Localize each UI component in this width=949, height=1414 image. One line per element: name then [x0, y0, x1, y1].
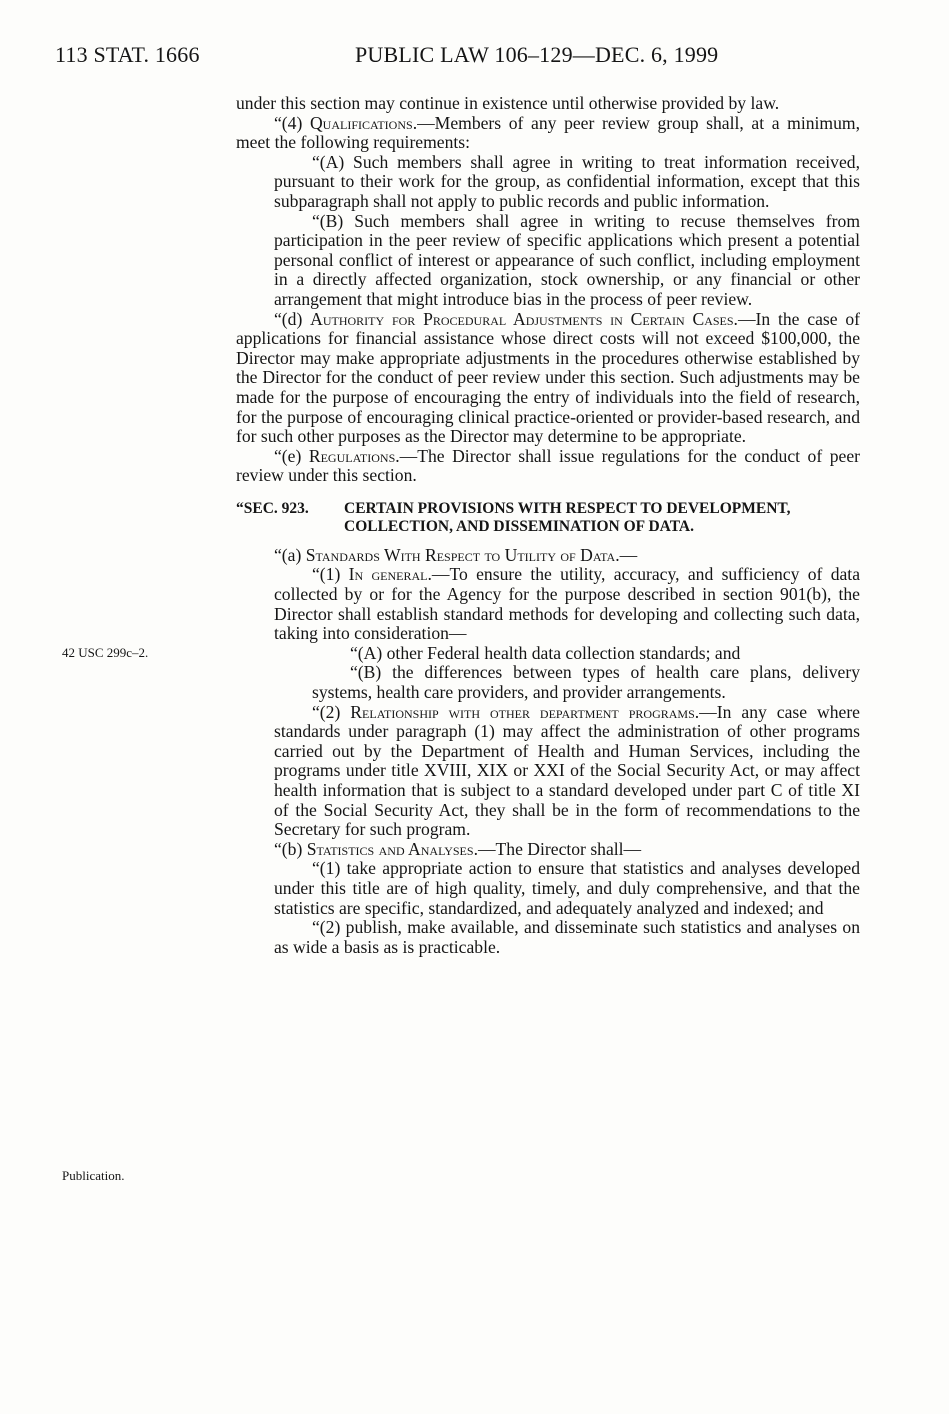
paragraph-4-qualifications: “(4) Qualifications.—Members of any peer review group shall, at a minimum, meet the following requirements:: [236, 112, 860, 153]
document-body: [236, 94, 860, 957]
paragraph-b1: “(1) take appropriate action to ensure that statistics and analyses developed under this title are of high quality, timely, and duly comprehensive, and that the statistics are specific, standardized, and adequately analyzed and indexed; and: [274, 858, 860, 918]
paragraph-a2: “(2) Relationship with other department programs.—In any case where standards under paragraph (1) may affect the administration of other programs carried out by the Department of Health and Human Services, including the programs under title XVIII, XIX or XXI of the Social Security Act, or may affect health information that is subject to a standard developed under part C of title XI of the Social Security Act, they shall be in the form of recommendations to the Secretary for such program.: [274, 701, 860, 840]
margin-note-publication: Publication.: [62, 1168, 125, 1183]
subsection-b: “(b) Statistics and Analyses.—The Director shall—: [274, 838, 642, 859]
subparagraph-a1A: “(A) other Federal health data collection standards; and: [350, 642, 741, 663]
page-header: [55, 42, 755, 78]
public-law-citation: PUBLIC LAW 106–129—DEC. 6, 1999: [355, 42, 719, 67]
margin-note-usc: 42 USC 299c–2.: [62, 645, 149, 660]
paragraph-a1: “(1) In general.—To ensure the utility, accuracy, and sufficiency of data collected by or for the Agency for the purpose described in section 901(b), the Director shall establish standard methods for developing and collecting such data, taking into consideration—: [274, 564, 860, 644]
subparagraph-a1B: “(B) the differences between types of health care plans, delivery systems, health care providers, and provider arrangements.: [312, 662, 860, 703]
subsection-a: “(a) Standards With Respect to Utility of Data.—: [274, 544, 638, 565]
subsection-e: “(e) Regulations.—The Director shall issue regulations for the conduct of peer review under this section.: [236, 445, 860, 486]
paragraph-b2: “(2) publish, make available, and disseminate such statistics and analyses on as wide a basis as is practicable.: [274, 917, 860, 957]
subsection-d: “(d) Authority for Procedural Adjustments in Certain Cases.—In the case of applications for financial assistance whose direct costs will not exceed $100,000, the Director may make appropriate adjustments in the procedures otherwise established by the Director for the conduct of peer review under this section. Such adjustments may be made for the purpose of encouraging the entry of individuals into the field of research, for the purpose of encouraging clinical practice-oriented or provider-based research, and for such other purposes as the Director may determine to be appropriate.: [236, 308, 860, 447]
section-heading: “SEC. 923. CERTAIN PROVISIONS WITH RESPECT TO DEVELOPMENT, COLLECTION, AND DISSEMINATION OF DATA.: [236, 499, 791, 535]
paragraph-continuation: under this section may continue in existence until otherwise provided by law.: [236, 93, 780, 113]
subparagraph-A: “(A) Such members shall agree in writing to treat information received, pursuant to their work for the group, as confidential information, except that this subparagraph shall not apply to public records and public information.: [274, 151, 860, 211]
subparagraph-B: “(B) Such members shall agree in writing to recuse themselves from participation in the peer review of specific applications which present a potential personal conflict of interest or appearance of such conflict, including employment in a directly affected organization, stock ownership, or any financial or other arrangement that might introduce bias in the process of peer review.: [274, 210, 860, 309]
statute-page-number: 113 STAT. 1666: [55, 42, 200, 67]
